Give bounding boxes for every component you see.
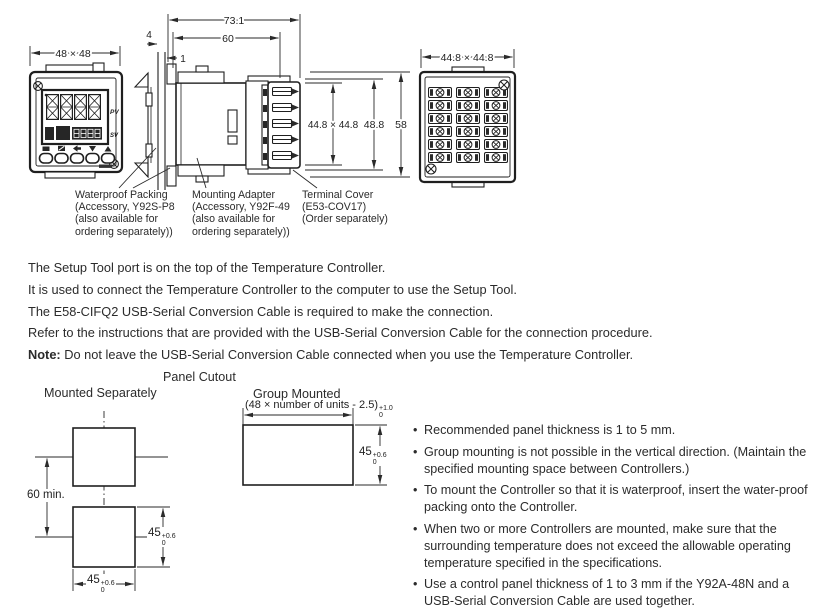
side-depth-total-dim: 73.1 [223, 15, 245, 27]
shift-key [71, 154, 84, 164]
mounting-notes-list [412, 422, 822, 610]
mode-key-icon [58, 146, 65, 151]
panel-cutout-drawings [20, 405, 415, 605]
paragraph: The Setup Tool port is on the top of the Temperature Controller. [28, 260, 386, 275]
up-key [102, 154, 115, 164]
level-key [40, 154, 53, 164]
controller-body [176, 83, 246, 165]
brand-mark [99, 165, 112, 168]
mounting-adapter-callout: Mounting Adapter (Accessory, Y92F-49 (also available for ordering separately)) [192, 189, 290, 238]
level-key-icon [43, 147, 50, 152]
note-text: Do not leave the USB-Serial Conversion Cable connected when you use the Temperature Controller. [60, 347, 634, 363]
group-width-formula: (48 × number of units - 2.5) +1.0 0 [245, 399, 393, 419]
list-item: • Group mounting is not possible in the vertical direction. (Maintain the specified mounting space between Controllers.) [412, 444, 822, 478]
paragraph: The E58-CIFQ2 USB-Serial Conversion Cable is required to make the connection. [28, 303, 494, 319]
side-view-drawing [119, 14, 410, 190]
back-screw-bottom-left [426, 164, 436, 174]
group-mounted-label: Group Mounted [253, 387, 341, 401]
vertical-spacing-dim: 60 min. [27, 489, 65, 501]
note-label: Note: [28, 347, 61, 363]
pv-label: PV [110, 109, 119, 116]
list-item: • Recommended panel thickness is 1 to 5 mm. [412, 422, 822, 439]
terminal-leader-line [293, 170, 317, 188]
front-view-drawing [30, 46, 122, 178]
list-item: • To mount the Controller so that it is waterproof, insert the water-proof packing onto the Controller. [412, 482, 822, 516]
mounted-separately-label: Mounted Separately [44, 386, 157, 400]
paragraph: Refer to the instructions that are provided with the USB-Serial Conversion Cable for the connection procedure. [28, 325, 653, 341]
back-size-dim: 44.8 × 44.8 [440, 52, 494, 64]
panel-cutout-title: Panel Cutout [163, 370, 236, 384]
waterproof-leader-line [119, 148, 156, 188]
mode-key [55, 154, 68, 164]
side-bezel-height-dim: 58 [395, 119, 407, 131]
group-cutout-rect [243, 425, 353, 485]
setup-tool-text [28, 257, 820, 366]
side-body-square-dim: 44.8 × 44.8 [307, 120, 359, 131]
side-depth-behind-dim: 60 [222, 33, 234, 45]
cutout-square-2 [73, 507, 135, 567]
side-panel-thickness-dim: 1 [180, 54, 186, 65]
cutout-square-1 [73, 428, 135, 486]
terminal-cover-callout: Terminal Cover (E53-COV17) (Order separately) [302, 189, 388, 226]
paragraph: It is used to connect the Temperature Controller to the computer to use the Setup Tool. [28, 281, 517, 297]
sv-label: SV [110, 133, 119, 139]
side-adapter-height-dim: 48.8 [363, 119, 385, 131]
list-item: • When two or more Controllers are mounted, make sure that the surrounding temperature does not exceed the allowable operating temperature specified in the specifications. [412, 521, 822, 571]
waterproof-packing-section-top [167, 64, 176, 84]
cutout-width-dim: 45 +0.6 0 [87, 574, 115, 594]
back-view-drawing [420, 49, 515, 187]
back-screw-top-right [499, 80, 509, 90]
list-item: • Use a control panel thickness of 1 to 3 mm if the Y92A-48N and a USB-Serial Conversion Cable are used together. [412, 576, 822, 610]
down-key [86, 154, 99, 164]
cutout-height-dim: 45 +0.6 0 [148, 527, 176, 547]
waterproof-packing-callout: Waterproof Packing (Accessory, Y92S-P8 (also available for ordering separately)) [75, 189, 175, 238]
terminal-cover-section [262, 82, 300, 168]
note-line [28, 344, 820, 366]
front-size-dim: 48 × 48 [55, 48, 91, 60]
side-front-depth-dim: 4 [146, 30, 152, 41]
group-height-dim: 45 +0.6 0 [359, 446, 387, 466]
